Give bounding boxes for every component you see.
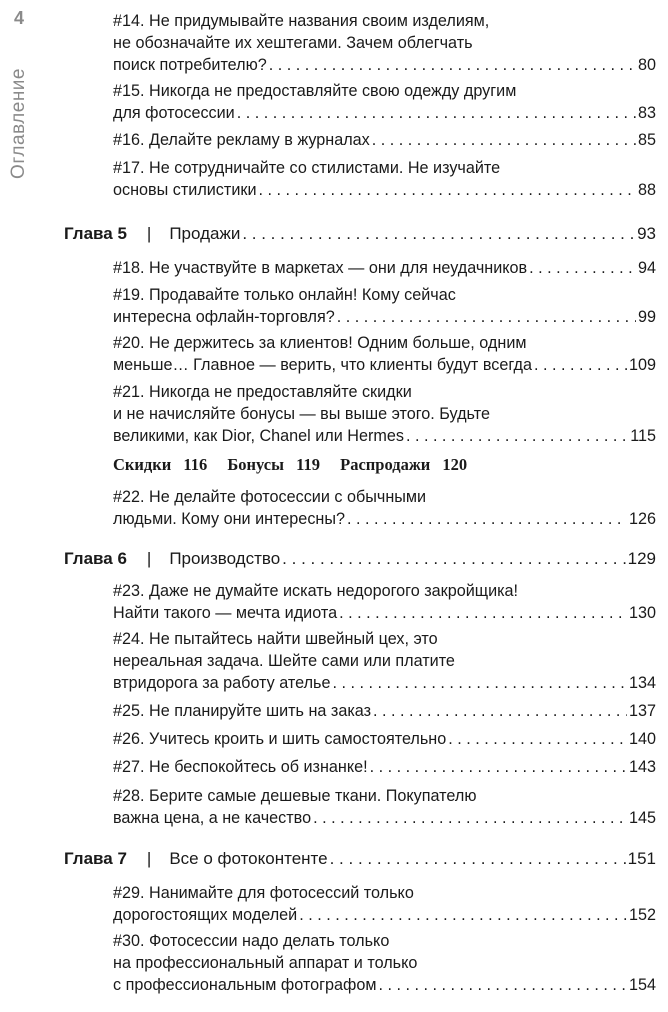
toc-entry-line: #17. Не сотрудничайте со стилистами. Не изучайте (113, 159, 501, 177)
leader-dots (337, 306, 636, 328)
toc-page-number: 115 (630, 427, 656, 445)
toc-entry-line: #18. Не участвуйте в маркетах — они для неудачников (113, 259, 528, 277)
toc-entry-29[interactable] (113, 882, 656, 926)
toc-entry-line: #20. Не держитесь за клиентов! Одним больше, одним (113, 334, 527, 352)
toc-entry-30[interactable] (113, 930, 656, 996)
toc-page-number: 152 (628, 906, 656, 924)
toc-page-number: 154 (628, 976, 656, 994)
leader-dots (269, 54, 636, 76)
chapter-5-heading[interactable] (64, 223, 656, 245)
chapter-title: Производство (169, 549, 281, 568)
leader-dots (242, 223, 635, 245)
leader-dots (448, 728, 627, 750)
chapter-label: Глава 5 (64, 224, 127, 243)
toc-entry-line: поиск потребителю? (113, 56, 267, 74)
toc-page-number: 134 (628, 674, 656, 692)
toc-entry-14[interactable] (113, 10, 656, 76)
toc-entry-line: #16. Делайте рекламу в журналах (113, 131, 370, 149)
leader-dots (258, 179, 636, 201)
toc-entry-line: людьми. Кому они интересны? (113, 510, 345, 528)
toc-page-number: 143 (628, 758, 656, 776)
toc-page-number: 130 (628, 604, 656, 622)
toc-subheadings (113, 454, 483, 476)
subheading-bonuses[interactable] (227, 455, 328, 474)
subheading-label: Бонусы (227, 455, 285, 474)
chapter-7-heading[interactable] (64, 848, 656, 870)
leader-dots (237, 102, 636, 124)
leader-dots (370, 756, 627, 778)
toc-entry-line: #24. Не пытайтесь найти швейный цех, это (113, 630, 438, 648)
chapter-label: Глава 7 (64, 849, 127, 868)
toc-entry-24[interactable] (113, 628, 656, 694)
toc-entry-line: не обозначайте их хештегами. Зачем облегчать (113, 34, 473, 52)
chapter-title: Продажи (169, 224, 241, 243)
leader-dots (373, 700, 627, 722)
toc-entry-line: меньше… Главное — верить, что клиенты будут всегда (113, 356, 532, 374)
toc-entry-18[interactable] (113, 257, 656, 279)
subheading-sales[interactable] (340, 455, 475, 474)
toc-page-number: 93 (637, 224, 656, 243)
leader-dots (313, 807, 627, 829)
page-number: 4 (14, 8, 25, 28)
subheading-page: 116 (183, 455, 208, 474)
toc-entry-line: #15. Никогда не предоставляйте свою одежду другим (113, 82, 517, 100)
toc-entry-line: #19. Продавайте только онлайн! Кому сейчас (113, 286, 456, 304)
toc-entry-20[interactable] (113, 332, 656, 376)
toc-entry-line: #29. Нанимайте для фотосессий только (113, 884, 414, 902)
toc-page-number: 129 (627, 549, 656, 568)
side-running-title: Оглавление (8, 68, 29, 179)
toc-page-number: 88 (637, 181, 656, 199)
chapter-6-heading[interactable] (64, 548, 656, 570)
toc-entry-line: втридорога за работу ателье (113, 674, 331, 692)
toc-page-number: 109 (628, 356, 656, 374)
toc-entry-26[interactable] (113, 728, 656, 750)
chapter-title: Все о фотоконтенте (169, 849, 328, 868)
toc-entry-line: #30. Фотосессии надо делать только (113, 932, 390, 950)
subheading-discounts[interactable] (113, 455, 215, 474)
toc-page-number: 99 (637, 308, 656, 326)
toc-entry-line: #21. Никогда не предоставляйте скидки (113, 383, 412, 401)
toc-entry-line: с профессиональным фотографом (113, 976, 377, 994)
toc-entry-line: #27. Не беспокойтесь об изнанке! (113, 758, 368, 776)
leader-dots (282, 548, 625, 570)
toc-entry-line: интересна офлайн-торговля? (113, 308, 335, 326)
leader-dots (299, 904, 627, 926)
subheading-label: Скидки (113, 455, 172, 474)
toc-entry-19[interactable] (113, 284, 656, 328)
leader-dots (534, 354, 627, 376)
chapter-separator: | (146, 549, 152, 568)
subheading-label: Распродажи (340, 455, 431, 474)
leader-dots (347, 508, 627, 530)
toc-entry-23[interactable] (113, 580, 656, 624)
toc-page-number: 94 (637, 259, 656, 277)
toc-entry-line: великими, как Dior, Chanel или Hermes (113, 427, 404, 445)
toc-entry-line: основы стилистики (113, 181, 257, 199)
toc-entry-line: #25. Не планируйте шить на заказ (113, 702, 371, 720)
toc-entry-27[interactable] (113, 756, 656, 778)
toc-page-number: 80 (637, 56, 656, 74)
toc-entry-line: #26. Учитесь кроить и шить самостоятельно (113, 730, 447, 748)
toc-entry-line: #28. Берите самые дешевые ткани. Покупателю (113, 787, 477, 805)
leader-dots (330, 848, 626, 870)
leader-dots (332, 672, 627, 694)
toc-page-number: 85 (637, 131, 656, 149)
chapter-separator: | (146, 849, 152, 868)
leader-dots (379, 974, 627, 996)
toc-page-number: 151 (627, 849, 656, 868)
leader-dots (529, 257, 636, 279)
toc-entry-line: #14. Не придумывайте названия своим изделиям, (113, 12, 490, 30)
subheading-page: 120 (442, 455, 468, 474)
toc-entry-line: на профессиональный аппарат и только (113, 954, 418, 972)
leader-dots (372, 129, 636, 151)
chapter-separator: | (146, 224, 152, 243)
toc-entry-28[interactable] (113, 785, 656, 829)
toc-page-number: 140 (628, 730, 656, 748)
toc-entry-line: для фотосессии (113, 104, 235, 122)
toc-entry-line: важна цена, а не качество (113, 809, 312, 827)
toc-entry-line: и не начисляйте бонусы — вы выше этого. Будьте (113, 405, 490, 423)
toc-entry-25[interactable] (113, 700, 656, 722)
leader-dots (406, 425, 628, 447)
subheading-page: 119 (296, 455, 320, 474)
toc-entry-line: #23. Даже не думайте искать недорогого закройщика! (113, 582, 519, 600)
chapter-label: Глава 6 (64, 549, 127, 568)
toc-entry-line: Найти такого — мечта идиота (113, 604, 338, 622)
toc-entry-21[interactable] (113, 381, 656, 447)
toc-page-number: 83 (637, 104, 656, 122)
toc-entry-line: #22. Не делайте фотосессии с обычными (113, 488, 427, 506)
toc-page-number: 126 (628, 510, 656, 528)
leader-dots (339, 602, 627, 624)
toc-entry-15[interactable] (113, 80, 656, 124)
toc-entry-16[interactable] (113, 129, 656, 151)
toc-page-number: 137 (628, 702, 656, 720)
toc-entry-line: нереальная задача. Шейте сами или платите (113, 652, 455, 670)
toc-entry-line: дорогостоящих моделей (113, 906, 298, 924)
toc-page-number: 145 (628, 809, 656, 827)
toc-entry-22[interactable] (113, 486, 656, 530)
toc-entry-17[interactable] (113, 157, 656, 201)
